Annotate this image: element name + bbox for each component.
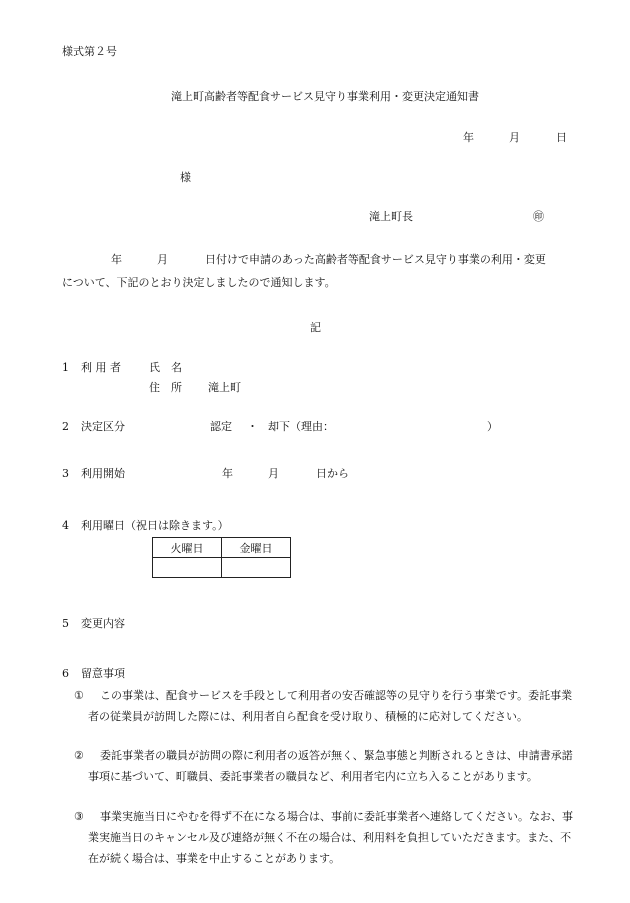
body-line1: 日付けで申請のあった高齢者等配食サービス見守り事業の利用・変更 bbox=[205, 253, 546, 266]
name-label: 氏 名 bbox=[149, 361, 182, 374]
issuer-name: 滝上町長 bbox=[369, 210, 413, 223]
note-mark: ② bbox=[74, 749, 84, 762]
section4-number: 4 bbox=[62, 519, 69, 532]
note-item bbox=[74, 745, 574, 787]
ki-heading: 記 bbox=[310, 321, 321, 334]
date-month: 月 bbox=[509, 131, 520, 144]
address-label: 住 所 bbox=[149, 381, 182, 394]
weekday-cell-friday bbox=[222, 558, 291, 578]
note-text: 事業実施当日にやむを得ず不在になる場合は、事前に委託事業者へ連絡してください。なお、事業実施当日のキャンセル及び連絡が無く不在の場合は、利用料を負担していただきます。また、不在が続く場合は、事業を中止することがあります。 bbox=[88, 810, 573, 865]
section1-number: 1 bbox=[62, 361, 69, 374]
address-value: 滝上町 bbox=[208, 381, 241, 394]
reject-option: 却下（理由： bbox=[268, 420, 334, 433]
body-year: 年 bbox=[111, 253, 122, 266]
note-item bbox=[74, 806, 574, 869]
section4-label: 利用曜日（祝日は除きます。） bbox=[81, 519, 229, 532]
section6-label: 留意事項 bbox=[81, 667, 125, 680]
section6-number: 6 bbox=[62, 667, 69, 680]
section5-label: 変更内容 bbox=[81, 617, 125, 630]
section3-number: 3 bbox=[62, 467, 69, 480]
note-item bbox=[74, 685, 574, 727]
body-month: 月 bbox=[157, 253, 168, 266]
start-year: 年 bbox=[222, 467, 233, 480]
note-mark: ③ bbox=[74, 810, 84, 823]
body-line2: について、下記のとおり決定しましたので通知します。 bbox=[62, 276, 336, 289]
seal-mark: ㊞ bbox=[533, 210, 544, 223]
reason-close: ） bbox=[487, 420, 498, 433]
note-text: 委託事業者の職員が訪問の際に利用者の返答が無く、緊急事態と判断されるときは、申請書承諾事項に基づいて、町職員、委託事業者の職員など、利用者宅内に立ち入ることがあります。 bbox=[88, 749, 573, 783]
form-number: 様式第２号 bbox=[62, 45, 117, 58]
weekday-header-friday: 金曜日 bbox=[222, 538, 291, 558]
section5-number: 5 bbox=[62, 617, 69, 630]
document-title: 滝上町高齢者等配食サービス見守り事業利用・変更決定通知書 bbox=[171, 90, 479, 103]
date-year: 年 bbox=[463, 131, 474, 144]
section1-label: 利 用 者 bbox=[81, 361, 121, 374]
option-separator: ・ bbox=[247, 420, 258, 433]
approve-option: 認定 bbox=[210, 420, 232, 433]
section2-label: 決定区分 bbox=[81, 420, 125, 433]
weekday-table bbox=[152, 537, 291, 578]
weekday-header-tuesday: 火曜日 bbox=[153, 538, 222, 558]
date-day: 日 bbox=[556, 131, 567, 144]
start-month: 月 bbox=[268, 467, 279, 480]
note-text: この事業は、配食サービスを手段として利用者の安否確認等の見守りを行う事業です。委託事業者の従業員が訪問した際には、利用者自ら配食を受け取り、積極的に応対してください。 bbox=[88, 689, 573, 723]
section2-number: 2 bbox=[62, 420, 69, 433]
weekday-cell-tuesday bbox=[153, 558, 222, 578]
note-mark: ① bbox=[74, 689, 84, 702]
addressee-suffix: 様 bbox=[180, 171, 191, 184]
start-from: 日から bbox=[316, 467, 349, 480]
section3-label: 利用開始 bbox=[81, 467, 125, 480]
